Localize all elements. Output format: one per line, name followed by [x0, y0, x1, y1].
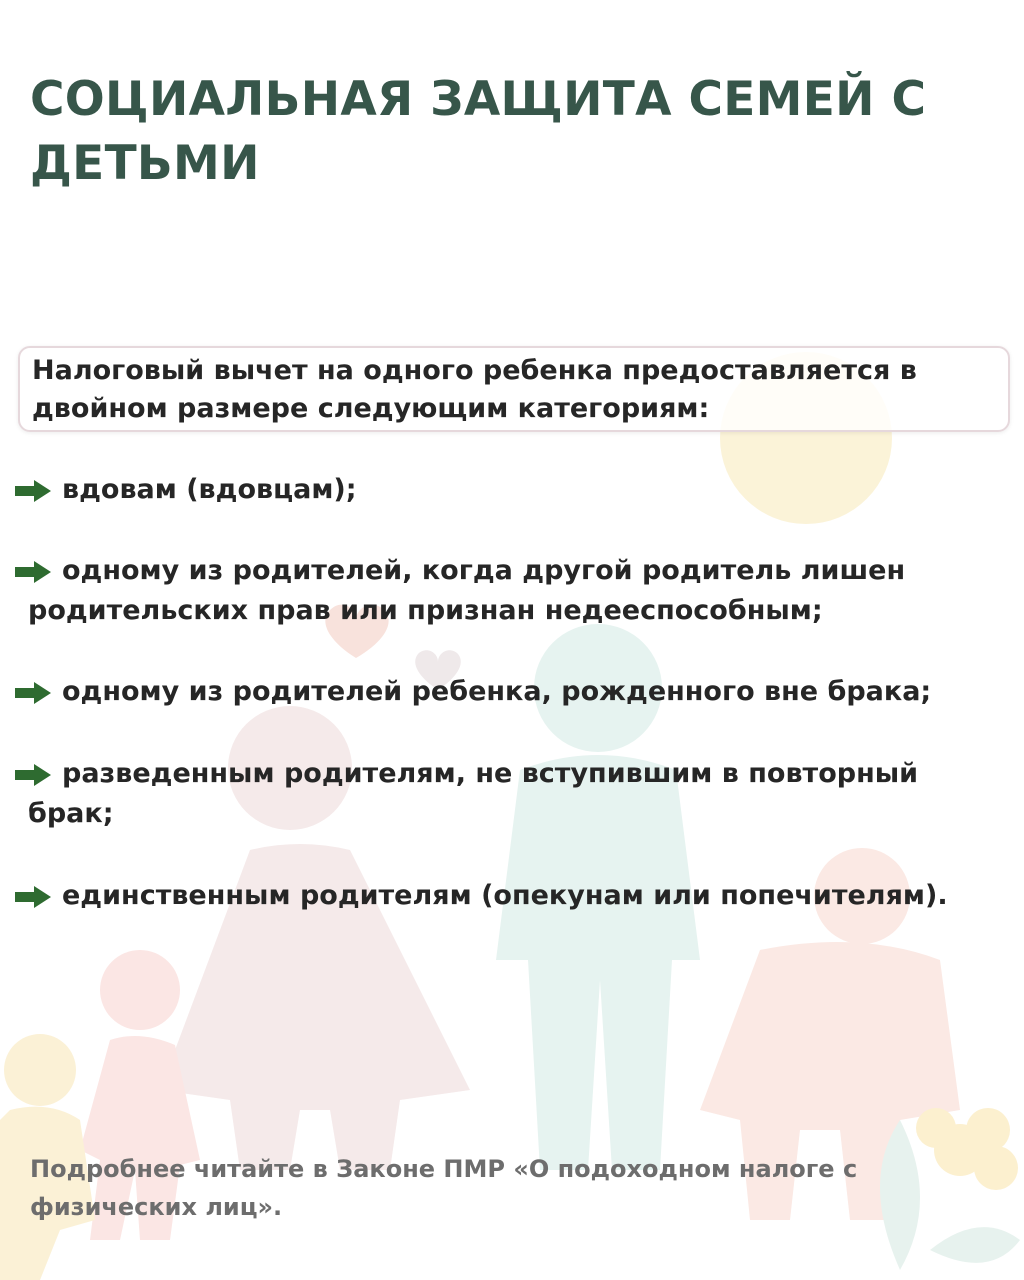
arrow-right-icon: [14, 763, 52, 787]
list-item: [14, 672, 1004, 712]
arrow-right-icon: [14, 560, 52, 584]
list-item-text: одному из родителей, когда другой родитель лишен родительских прав или признан недееспособным;: [28, 555, 906, 626]
intro-box: [18, 346, 1010, 432]
list-item-text: единственным родителям (опекунам или попечителям).: [62, 880, 948, 911]
intro-text: Налоговый вычет на одного ребенка предоставляется в двойном размере следующим категориям:: [32, 355, 917, 424]
arrow-right-icon: [14, 885, 52, 909]
list-item: [14, 470, 1004, 510]
arrow-right-icon: [14, 479, 52, 503]
list-item-text: разведенным родителям, не вступившим в повторный брак;: [28, 758, 919, 829]
page-title: СОЦИАЛЬНАЯ ЗАЩИТА СЕМЕЙ С ДЕТЬМИ: [30, 72, 927, 191]
list-item: [14, 551, 1004, 631]
list-item-text: одному из родителей ребенка, рожденного вне брака;: [62, 676, 932, 707]
arrow-right-icon: [14, 681, 52, 705]
list-item: [14, 754, 1004, 834]
footer-note: Подробнее читайте в Законе ПМР «О подоходном налоге с физических лиц».: [30, 1155, 858, 1221]
list-item: [14, 876, 1004, 916]
list-item-text: вдовам (вдовцам);: [62, 474, 357, 505]
